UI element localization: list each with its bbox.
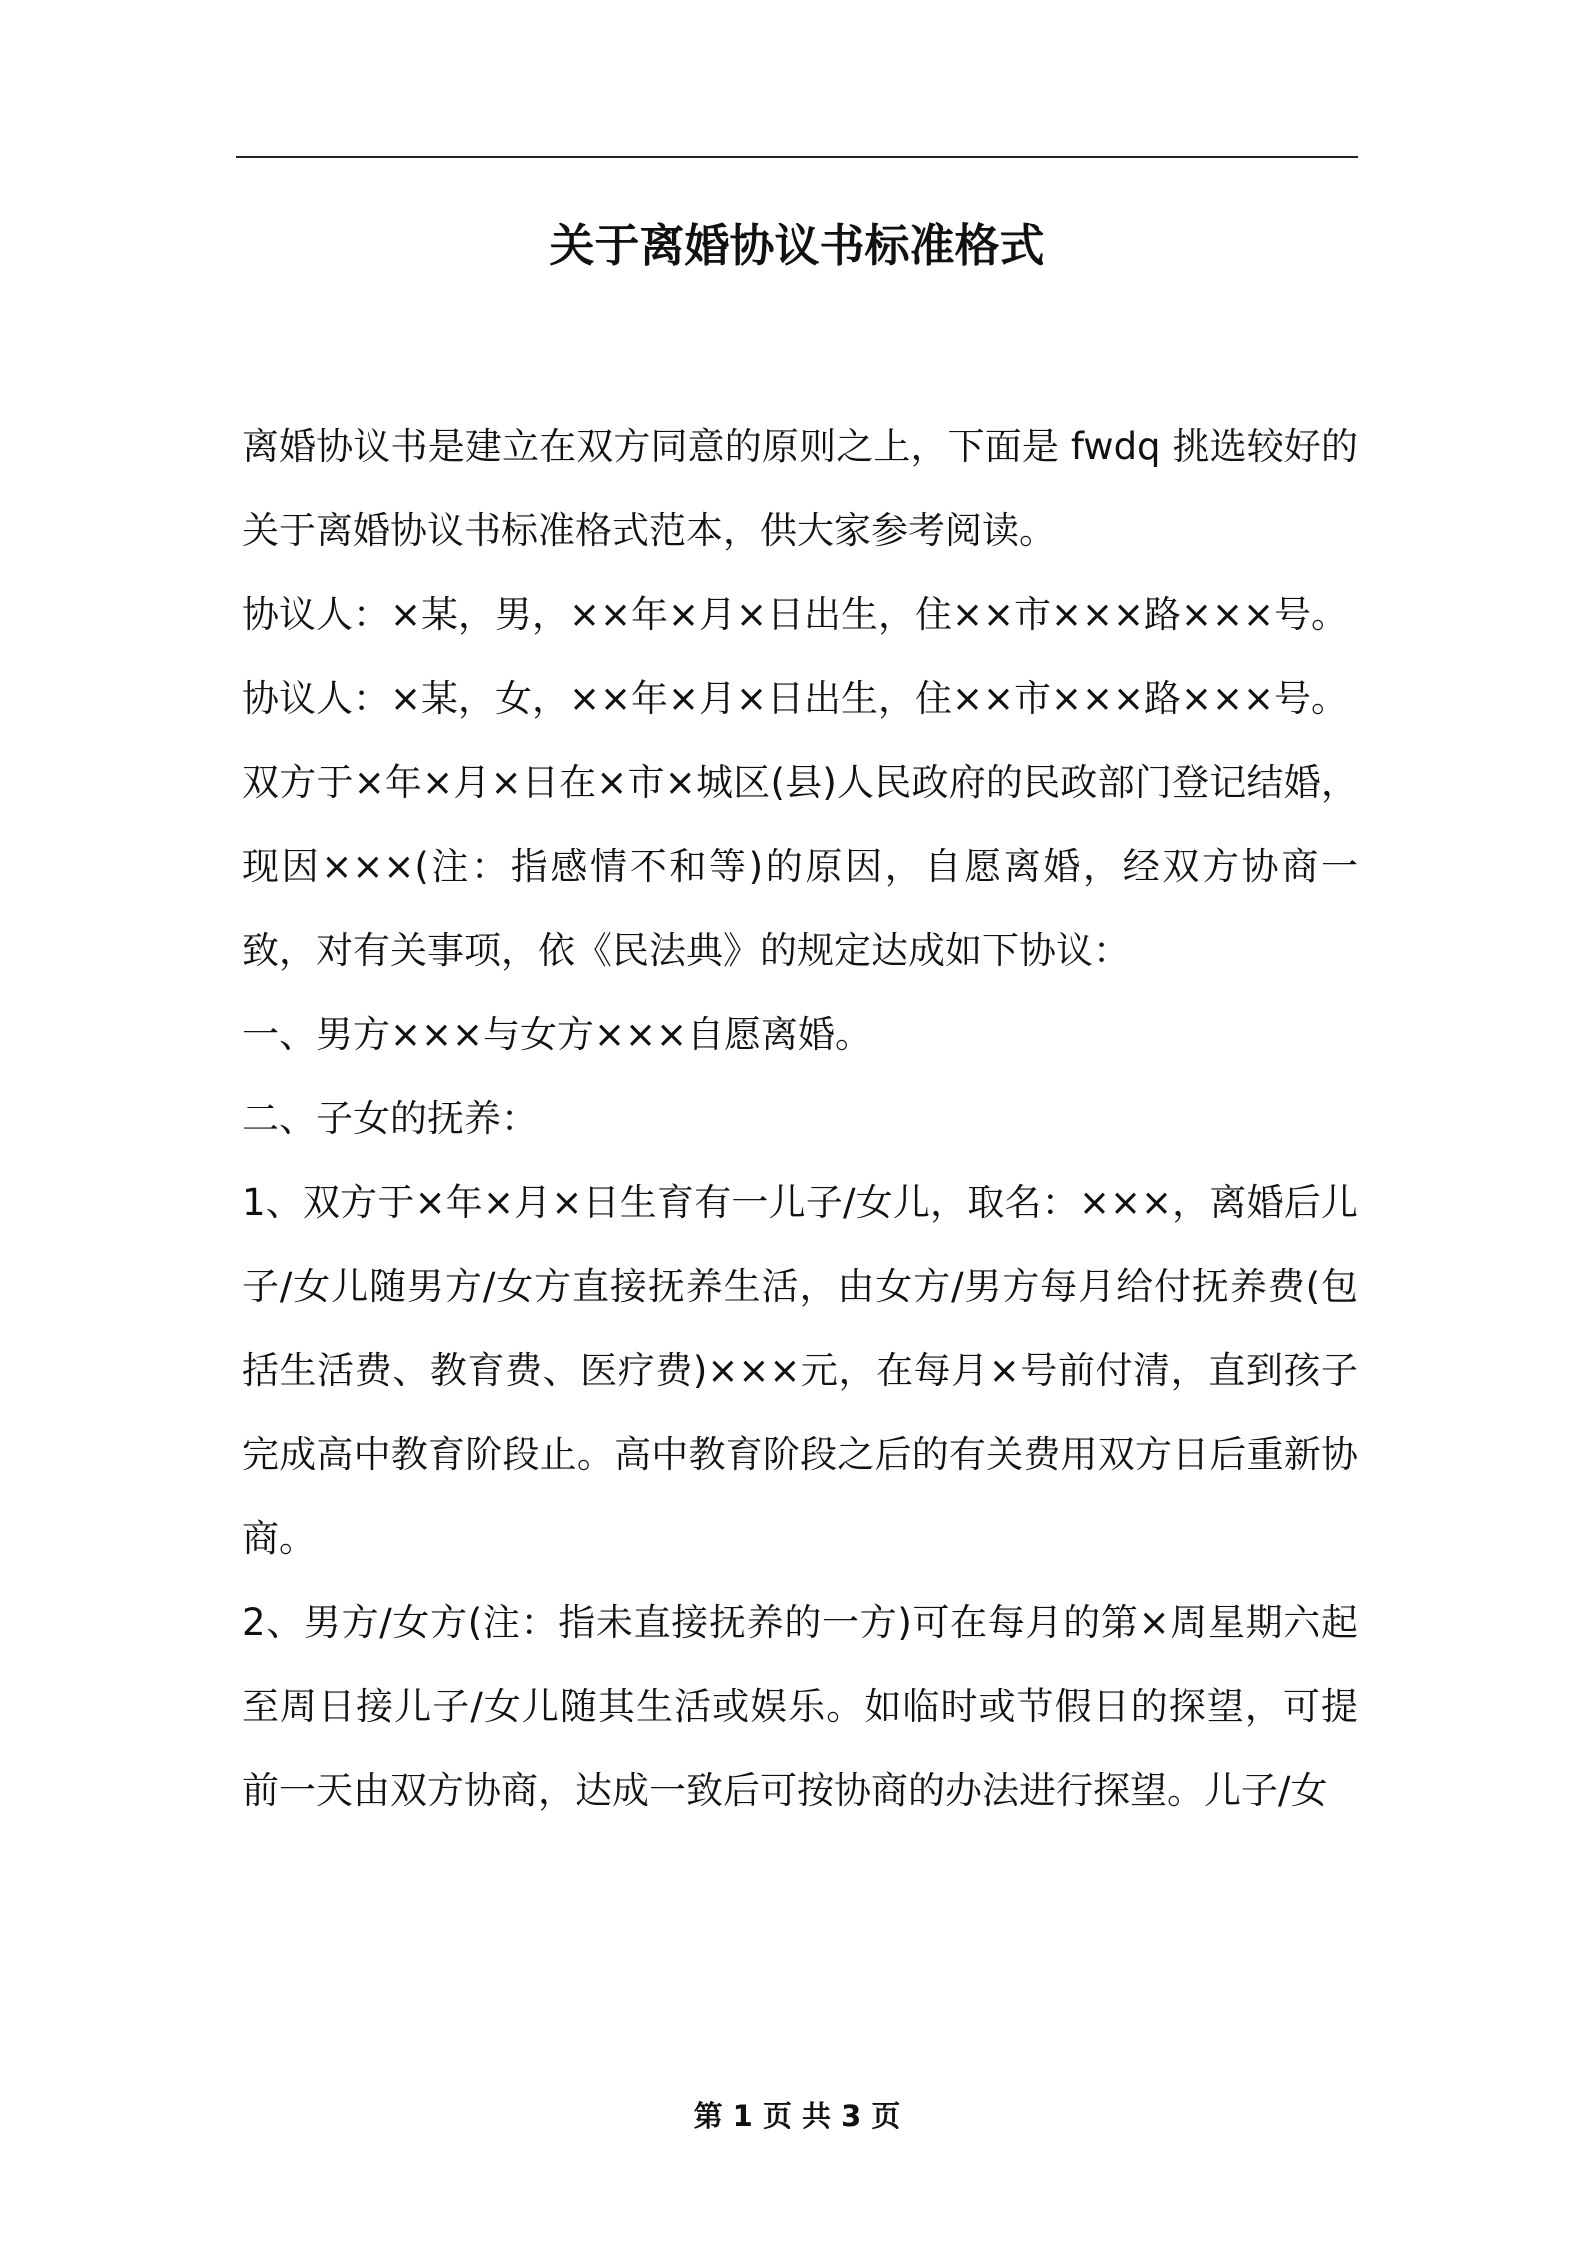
marriage-background-paragraph: 双方于×年×月×日在×市×城区(县)人民政府的民政部门登记结婚，现因×××(注：指感情不和等)的原因，自愿离婚，经双方协商一致，对有关事项，依《民法典》的规定达成如下协议： xyxy=(242,761,1358,972)
party-female-paragraph: 协议人：×某，女，××年×月×日出生，住××市×××路×××号。 xyxy=(242,677,1349,720)
document-body xyxy=(242,405,1358,1833)
clause-two-heading: 二、子女的抚养： xyxy=(242,1097,538,1140)
header-rule xyxy=(236,156,1358,158)
party-male-paragraph: 协议人：×某，男，××年×月×日出生，住××市×××路×××号。 xyxy=(242,593,1349,636)
intro-paragraph: 离婚协议书是建立在双方同意的原则之上，下面是 fwdq 挑选较好的关于离婚协议书标准格式范本，供大家参考阅读。 xyxy=(242,425,1358,552)
page-number: 第 1 页 共 3 页 xyxy=(693,2099,901,2133)
clause-one-paragraph: 一、男方×××与女方×××自愿离婚。 xyxy=(242,1013,873,1056)
child-support-paragraph: 1、双方于×年×月×日生育有一儿子/女儿，取名：×××，离婚后儿子/女儿随男方/女方直接抚养生活，由女方/男方每月给付抚养费(包括生活费、教育费、医疗费)×××元，在每月×号前付清，直到孩子完成高中教育阶段止。高中教育阶段之后的有关费用双方日后重新协商。 xyxy=(242,1181,1358,1560)
visitation-paragraph: 2、男方/女方(注：指未直接抚养的一方)可在每月的第×周星期六起至周日接儿子/女儿随其生活或娱乐。如临时或节假日的探望，可提前一天由双方协商，达成一致后可按协商的办法进行探望。儿子/女 xyxy=(242,1601,1358,1812)
document-title: 关于离婚协议书标准格式 xyxy=(549,219,1045,272)
